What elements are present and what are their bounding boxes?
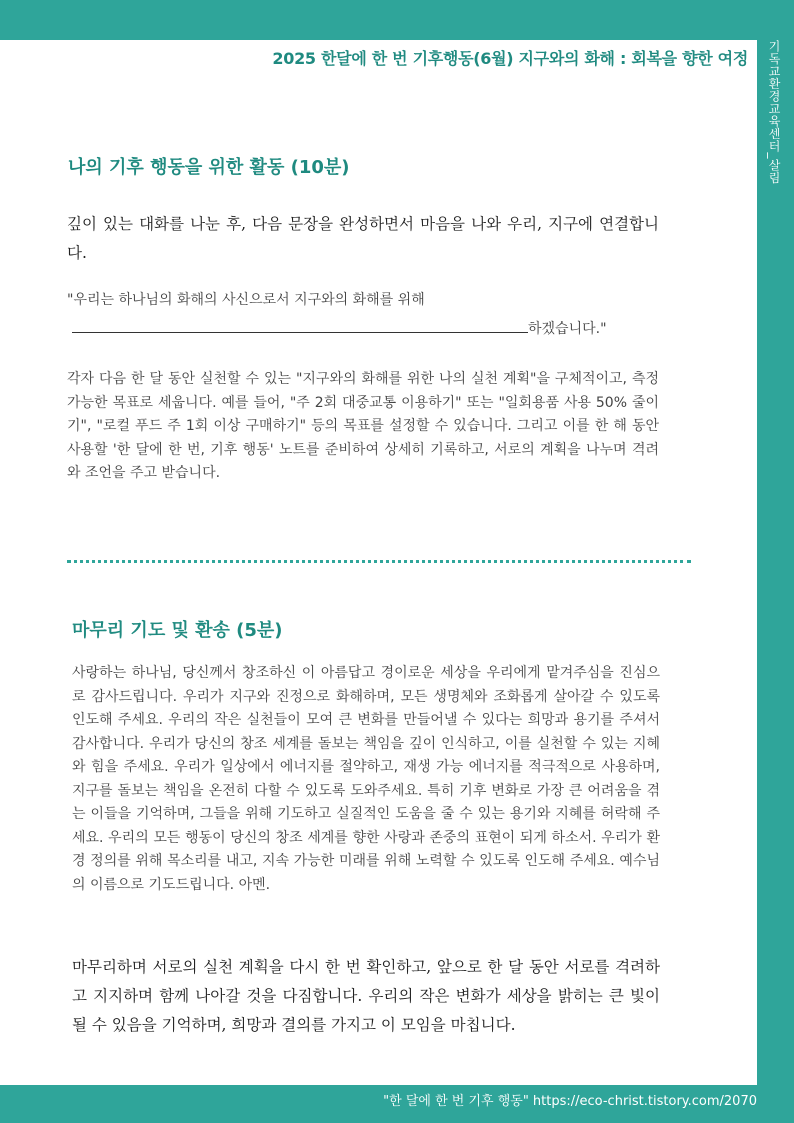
intro-paragraph: 깊이 있는 대화를 나눈 후, 다음 문장을 완성하면서 마음을 나와 우리, 지구에 연결합니다. xyxy=(67,215,659,262)
section-title-closing-prayer: 마무리 기도 및 환송 (5분) xyxy=(72,620,283,641)
footer-link-text[interactable]: "한 달에 한 번 기후 행동" https://eco-christ.tistory.com/2070 xyxy=(383,1094,757,1109)
quote-line-1: "우리는 하나님의 화해의 사신으로서 지구와의 화해를 위해 xyxy=(67,292,425,308)
prayer-paragraph: 사랑하는 하나님, 당신께서 창조하신 이 아름답고 경이로운 세상을 우리에게 맡겨주심을 진심으로 감사드립니다. 우리가 지구와 진정으로 화해하며, 모든 생명체와 조화롭게 살아갈 수 있도록 인도해 주세요. 우리의 작은 실천들이 모여 큰 변화를 만들어낼 수 있다는 희망과 용기를 주셔서 감사합니다. 우리가 당신의 창조 세계를 돌보는 책임을 깊이 인식하고, 이를 실천할 수 있는 지혜와 힘을 주세요. 우리가 일상에서 에너지를 절약하고, 재생 가능 에너지를 적극적으로 사용하며, 지구를 돌보는 책임을 온전히 다할 수 있도록 도와주세요. 특히 기후 변화로 가장 큰 어려움을 겪는 이들을 기억하며, 그들을 위해 기도하고 실질적인 도움을 줄 수 있는 용기와 지혜를 허락해 주세요. 우리의 모든 행동이 당신의 창조 세계를 향한 사랑과 존중의 표현이 되게 하소서. 우리가 환경 정의를 위해 목소리를 내고, 지속 가능한 미래를 위해 노력할 수 있도록 인도해 주세요. 예수님의 이름으로 기도드립니다. 아멘. xyxy=(72,665,660,893)
top-accent-bar xyxy=(0,0,794,40)
fill-in-blank[interactable] xyxy=(72,316,528,333)
side-label: 기독교환경교육센터_살림 xyxy=(767,40,781,184)
dotted-divider xyxy=(67,560,691,563)
quote-line-2 xyxy=(72,316,632,342)
closing-paragraph: 마무리하며 서로의 실천 계획을 다시 한 번 확인하고, 앞으로 한 달 동안 서로를 격려하고 지지하며 함께 나아갈 것을 다짐합니다. 우리의 작은 변화가 세상을 밝히는 큰 빛이 될 수 있음을 기억하며, 희망과 결의를 가지고 이 모임을 마칩니다. xyxy=(72,958,660,1034)
section-title-activity: 나의 기후 행동을 위한 활동 (10분) xyxy=(68,157,350,178)
quote-suffix: 하겠습니다." xyxy=(528,321,607,337)
page-header-title: 2025 한달에 한 번 기후행동(6월) 지구와의 화해 : 회복을 향한 여정 xyxy=(272,49,748,68)
activity-paragraph: 각자 다음 한 달 동안 실천할 수 있는 "지구와의 화해를 위한 나의 실천 계획"을 구체적이고, 측정 가능한 목표로 세웁니다. 예를 들어, "주 2회 대중교통 이용하기" 또는 "일회용품 사용 50% 줄이기", "로컬 푸드 주 1회 이상 구매하기" 등의 목표를 설정할 수 있습니다. 그리고 이를 한 해 동안 사용할 '한 달에 한 번, 기후 행동' 노트를 준비하여 상세히 기록하고, 서로의 계획을 나누며 격려와 조언을 주고 받습니다. xyxy=(67,371,659,481)
